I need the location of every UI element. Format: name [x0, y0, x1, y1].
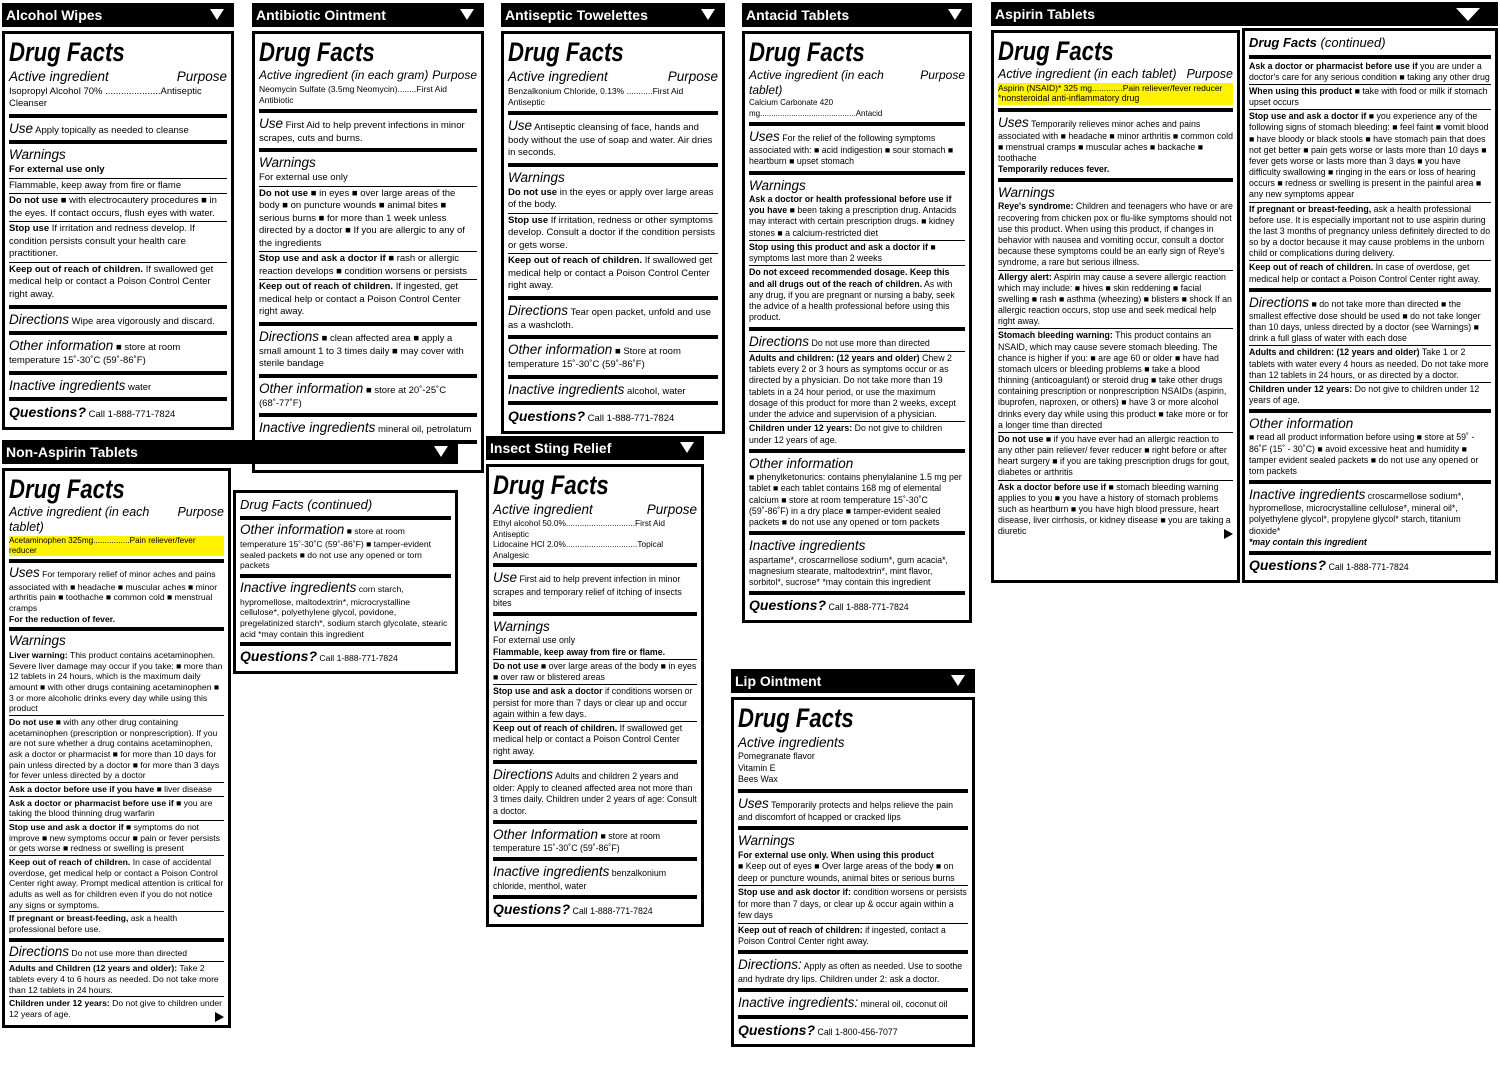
purpose-label: Purpose — [646, 501, 697, 517]
children-text: Do not give to children under 12 years of age. — [1249, 383, 1480, 406]
uses-label: Uses — [998, 114, 1029, 130]
phone-text: Call 1-888-771-7824 — [88, 409, 176, 421]
inactive-label: Inactive ingredients — [749, 538, 866, 554]
panel-title: Antiseptic Towelettes — [505, 7, 648, 23]
use-label: Use — [259, 115, 284, 131]
external-use: For external use only — [259, 172, 348, 184]
inactive-text: benzalkonium chloride, menthol, water — [493, 868, 667, 891]
questions-label: Questions? — [508, 408, 586, 425]
active-line: Neomycin Sulfate (3.5mg Neomycin)........First Aid Antibiotic — [259, 83, 448, 105]
use-label: Use — [493, 570, 518, 586]
bleeding-label: Stomach bleeding warning: — [998, 330, 1113, 341]
stop-text: ■ symptoms last more than 2 weeks — [749, 241, 936, 264]
stop-text: if conditions worsen or persist for more than 7 days or clear up and occur again within a few days. — [493, 686, 693, 719]
directions-text: Adults and children 2 years and older: Apply to cleaned affected area not more than 3 times daily. Children under 2 years of age: Consult a doctor. — [493, 770, 697, 816]
drug-facts-title: Drug Facts — [508, 37, 624, 67]
drug-facts-title: Drug Facts — [493, 470, 609, 500]
uses-fever: For the reduction of fever. — [9, 613, 116, 624]
keep-out-text: If swallowed get medical help or contact a Poison Control Center right away. — [9, 263, 214, 300]
keep-out-label: Keep out of reach of children. — [9, 856, 131, 867]
inactive-text: aspartame*, croscarmellose sodium*, gum acacia*, magnesium stearate, maltodextrin*, mint flavor, sorbitol*, sucrose* *may contain this ingredient — [749, 554, 948, 588]
active-label: Active ingredients — [738, 734, 845, 750]
active-label: Active ingredient (in each gram) — [259, 67, 429, 82]
dropdown-arrow-icon[interactable] — [210, 9, 224, 20]
do-not-use-label: Do not use — [508, 186, 558, 198]
other-info-text: ■ store at 20˚-25˚C (68˚-77˚F) — [259, 384, 447, 409]
drug-facts-title: Drug Facts — [738, 703, 854, 733]
directions-text: ■ clean affected area ■ apply a small amount 1 to 3 times daily ■ may cover with sterile bandage — [259, 332, 464, 370]
directions-text: Apply as often as needed. Use to soothe and hydrate dry lips. Children under 2: ask a doctor. — [738, 961, 963, 984]
do-not-use-label: Do not use — [9, 717, 54, 728]
other-info-label: Other information — [240, 522, 345, 538]
do-not-use-text: ■ if you have ever had an allergic reaction to any other pain reliever/ fever reducer ■ right before or after heart surgery ■ if you are taking prescription drugs for gout, diabetes or arthritis — [998, 433, 1230, 478]
antiseptic-header[interactable] — [501, 3, 725, 27]
alcohol-wipes-header[interactable] — [2, 3, 234, 27]
do-not-use-label: Do not use — [998, 433, 1044, 444]
aspirin-header[interactable] — [991, 2, 1498, 26]
panel-title: Antacid Tablets — [746, 7, 850, 23]
nsaid-note: *nonsteroidal anti-inflammatory drug — [998, 93, 1233, 104]
keep-out-text: In case of overdose, get medical help or contact a Poison Control Center right away. — [1249, 262, 1481, 284]
directions-label: Directions — [1249, 294, 1310, 310]
phone-text: Call 1-888-771-7824 — [572, 905, 653, 916]
adults-text: Take 1 or 2 tablets with water every 4 hours as needed. Do not take more than 12 tablets in 24 hours, or as directed by a doctor. — [1249, 347, 1489, 380]
pregnant-label: If pregnant or breast-feeding, — [9, 913, 129, 924]
flammable-text: Flammable, keep away from fire or flame. — [493, 646, 666, 657]
ask-text: ■ stomach bleeding warning applies to you ■ you have a history of stomach problems such as heartburn ■ you have high blood pressure, heart disease, liver cirrhosis, or kidney disease ■ you are taking a diuretic — [998, 481, 1231, 537]
inactive-label: Inactive ingredients — [240, 579, 357, 595]
other-info-text: ■ Store at room temperature 15˚-30˚C (59˚-86˚F) — [508, 346, 681, 371]
lip-ointment-panel — [731, 669, 975, 1047]
do-not-use-text: ■ with any other drug containing acetaminophen (prescription or nonprescription). If you are not sure whether a drug contains acetaminophen, ask a doctor or pharmacist ■ for more than 10 days for pain unless directed by a doctor ■ for more than 3 days for fever unless directed by a doctor — [9, 717, 220, 781]
active-line-1: Ethyl alcohol 50.0%..............................First Aid Antiseptic — [493, 517, 665, 539]
aspirin-panel — [991, 2, 1498, 583]
keep-out-text: If ingested, get medical help or contact a Poison Control Center right away. — [259, 281, 461, 318]
dropdown-arrow-icon[interactable] — [434, 446, 448, 457]
do-not-use-label: Do not use — [493, 660, 539, 671]
warnings-label: Warnings — [998, 185, 1055, 201]
directions-label: Directions — [749, 333, 810, 349]
active-ingredient-2: Vitamin E — [738, 762, 776, 773]
stop-text: ■ you experience any of the following signs of stomach bleeding: ■ feel faint ■ vomit blood ■ have bloody or black stools ■ have stomach pain that does not get better ■ pain gets worse or lasts more than 10 days ■ fever gets worse or lasts more than 3 days ■ you have difficulty swallowing ■ ringing in the ears or loss of hearing occurs ■ redness or swelling is present in the painful area ■ any new symptoms appear — [1249, 111, 1489, 200]
dropdown-arrow-icon[interactable] — [701, 9, 715, 20]
do-not-use-text: ■ with electrocautery procedures ■ in the eyes. If contact occurs, flush eyes with water. — [9, 195, 217, 219]
adults-text: Chew 2 tablets every 2 or 3 hours as symptoms occur or as directed by a physician. Do not take more than 19 tablets in a 24 hour period, or use the maximum dosage of this product for more than 2 weeks, except under the advice and supervision of a physician. — [749, 352, 956, 420]
uses-text: Temporarily protects and helps relieve the pain and discomfort of hcapped or cracked lips — [738, 799, 953, 823]
children-text: Do not give to children under 12 years of age. — [749, 423, 943, 445]
inactive-label: Inactive ingredients — [259, 420, 376, 436]
use-label: Use — [9, 120, 34, 136]
external-use: For external use only — [493, 635, 576, 646]
drug-facts-continued-title — [1249, 35, 1386, 50]
ask-pharm-label: Ask a doctor or pharmacist before use if — [9, 797, 174, 808]
ask-text: ■ liver disease — [156, 784, 212, 794]
drug-facts-title: Drug Facts — [998, 36, 1114, 66]
drug-facts-card — [501, 31, 725, 434]
adults-label: Adults and children: (12 years and older) — [1249, 347, 1420, 358]
other-info-label: Other information — [508, 342, 613, 358]
inactive-text: mineral oil, petrolatum — [377, 424, 472, 436]
inactive-label: Inactive ingredients: — [738, 995, 859, 1011]
antibiotic-header[interactable] — [252, 3, 484, 27]
warnings-label: Warnings — [9, 633, 66, 649]
active-label: Active ingredient — [508, 68, 608, 84]
allergy-label: Allergy alert: — [998, 271, 1052, 282]
active-line: Aspirin (NSAID)* 325 mg.............Pain reliever/fever reducer — [998, 83, 1233, 94]
purpose-label: Purpose — [920, 67, 965, 82]
warnings-label: Warnings — [493, 619, 550, 635]
when-label: When using this product — [1249, 85, 1353, 96]
keep-out-label: Keep out of reach of children: — [738, 924, 863, 935]
pregnant-text: ask a health professional before use. — [9, 913, 178, 934]
use-label: Use — [508, 117, 533, 133]
external-use: For external use only — [9, 164, 105, 176]
ask-label: Ask a doctor before use if you have — [9, 784, 155, 794]
uses-fever: Temporarily reduces fever. — [998, 164, 1110, 175]
stop-label: Stop use and ask a doctor — [493, 686, 603, 697]
phone-text: Call 1-888-771-7824 — [587, 413, 675, 425]
pregnant-text: ask a health professional before use. It is especially important not to use aspirin during the last 3 months of pregnancy unless definitely directed to do so by a doctor because it may cause problems in the unborn child or complications during delivery. — [1249, 203, 1491, 259]
drug-facts-card — [742, 31, 972, 623]
warnings-label: Warnings — [9, 147, 66, 163]
insect-sting-header[interactable] — [486, 436, 704, 460]
panel-title: Insect Sting Relief — [490, 440, 612, 456]
alcohol-wipes-panel — [2, 3, 234, 430]
ask-text: ■ been taking a prescription drug. Antacids may interact with certain prescription drugs. ■ kidney stones ■ a calcium-restricted diet — [749, 205, 957, 238]
directions-label: Directions — [9, 943, 70, 959]
use-text: First Aid to help prevent infections in minor scrapes, cuts and burns. — [259, 119, 465, 144]
do-not-use-label: Do not use — [9, 195, 59, 207]
ask-pharm-text: you are under a doctor's care for any serious condition ■ taking any other drug — [1249, 60, 1490, 82]
keep-out-text: In case of accidental overdose, get medical help or contact a Poison Control Center right away. Prompt medical attention is critical for adults as well as for children even if you do not notice any signs or symptoms. — [9, 856, 224, 910]
inactive-text: water — [127, 381, 152, 393]
continue-arrow-icon[interactable] — [215, 1012, 224, 1022]
lip-ointment-header[interactable] — [731, 669, 975, 693]
drug-facts-card — [2, 468, 231, 1028]
drug-facts-card — [2, 31, 234, 430]
directions-label: Directions — [259, 328, 320, 344]
other-info-text: ■ store at room temperature 15˚-30˚C (59˚-86˚F) ■ tamper-evident sealed packets ■ do not use any opened or torn packets — [240, 526, 431, 571]
active-ingredient-1: Pomegranate flavor — [738, 751, 815, 762]
do-not-use-label: Do not use — [259, 187, 309, 199]
liver-label: Liver warning: — [9, 650, 68, 661]
phone-text: Call 1-888-771-7824 — [319, 653, 398, 664]
bleeding-text: This product contains an NSAID, which may cause severe stomach bleeding. The chance is higher if you: ■ are age 60 or older ■ have had stomach ulcers or bleeding problems ■ take a blood thinning (anticoagulant) or steroid drug ■ take other drugs containing prescription or nonprescription NSAIDs (aspirin, ibuprofen, naproxen, or others) ■ have 3 or more alcohol drinks every day while using this product ■ take more or for a longer time than directed — [998, 330, 1229, 430]
directions-label: Directions — [508, 302, 569, 318]
questions-label: Questions? — [749, 597, 827, 614]
warnings-label: Warnings — [738, 833, 795, 849]
stop-use-text: If irritation, redness or other symptoms develop. Consult a doctor if the condition persists or gets worse. — [508, 214, 716, 251]
dropdown-arrow-icon[interactable] — [948, 9, 962, 20]
warnings-label: Warnings — [749, 177, 806, 193]
pregnant-label: If pregnant or breast-feeding, — [1249, 203, 1372, 214]
keep-out-label: Keep out of reach of children. — [1249, 262, 1374, 273]
stop-text: ■ rash or allergic reaction develops ■ condition worsens or persists — [259, 253, 467, 277]
purpose-label: Purpose — [177, 504, 224, 519]
antacid-header[interactable] — [742, 3, 972, 27]
uses-label: Uses — [9, 565, 40, 581]
use-text: First aid to help prevent infection in minor scrapes and temporary relief of itching of insects bites — [493, 574, 682, 608]
warnings-label: Warnings — [259, 155, 316, 171]
uses-text: For the relief of the following symptoms associated with: ■ acid indigestion ■ sour stomach ■ heartburn ■ upset stomach — [749, 132, 954, 167]
questions-label: Questions? — [493, 900, 571, 917]
active-label: Active ingredient (in each tablet) — [998, 66, 1177, 81]
inactive-text: alcohol, water — [626, 385, 686, 397]
stop-label: Stop use and ask doctor if: — [738, 887, 851, 898]
stop-label: Stop use and ask a doctor if — [1249, 111, 1367, 122]
inactive-note: *may contain this ingredient — [1249, 536, 1367, 547]
use-text: Antiseptic cleansing of face, hands and body without the use of soap and water. Air dries in seconds. — [508, 121, 713, 159]
other-info-label: Other information — [259, 380, 364, 396]
keep-out-label: Keep out of reach of children. — [259, 281, 394, 293]
purpose-label: Purpose — [176, 68, 227, 84]
dropdown-arrow-icon[interactable] — [680, 442, 694, 453]
exceed-text: As with any drug, if you are pregnant or nursing a baby, seek the advice of a health professional before using this product. — [749, 278, 955, 323]
keep-out-label: Keep out of reach of children. — [9, 263, 144, 275]
antiseptic-panel — [501, 3, 725, 434]
stop-label: Stop use and ask a doctor if — [259, 253, 386, 265]
dropdown-arrow-icon[interactable] — [460, 9, 474, 20]
questions-label: Questions? — [240, 648, 318, 665]
phone-text: Call 1-888-771-7824 — [828, 602, 909, 613]
active-ingredient-3: Bees Wax — [738, 774, 778, 785]
questions-label: Questions? — [9, 404, 87, 421]
antibiotic-panel — [252, 3, 484, 473]
drug-facts-title: Drug Facts — [749, 37, 865, 67]
children-label: Children under 12 years: — [749, 423, 853, 434]
phone-text: Call 1-800-456-7077 — [817, 1026, 898, 1037]
external-use: For external use only. When using this product — [738, 850, 934, 861]
directions-label: Directions — [493, 766, 554, 782]
uses-text: For temporary relief of minor aches and pains associated with ■ headache ■ muscular aches ■ minor arthritis pain ■ toothache ■ common cold ■ menstrual cramps — [9, 569, 218, 614]
exceed-label: Do not exceed recommended dosage. Keep this and all drugs out of the reach of children. — [749, 267, 950, 289]
other-info-label: Other information — [1249, 416, 1354, 432]
inactive-text: mineral oil, coconut oil — [860, 999, 948, 1010]
adults-text: Take 2 tablets every 4 to 6 hours as needed. Do not take more than 12 tablets in 24 hours. — [9, 963, 219, 995]
dropdown-arrow-icon[interactable] — [1456, 8, 1480, 21]
external-text: ■ Keep out of eyes ■ Over large areas of the body ■ on deep or puncture wounds, animal bites or serious burns — [738, 861, 955, 883]
panel-title: Antibiotic Ointment — [256, 7, 386, 23]
drug-facts-continued-card — [233, 490, 458, 674]
panel-title: Non-Aspirin Tablets — [6, 444, 138, 460]
panel-title: Aspirin Tablets — [995, 6, 1096, 22]
active-label: Active ingredient — [9, 68, 109, 84]
other-info-label: Other Information — [493, 826, 599, 842]
use-text: Apply topically as needed to cleanse — [35, 124, 189, 136]
inactive-text: corn starch, hypromellose, maltodextrin*, microcrystalline cellulose*, polyethylene glycol, povidone, pregelatinized starch*, sodium starch glycolate, stearic acid *may contain this ingredient — [240, 583, 448, 639]
stop-use-label: Stop use — [9, 223, 50, 235]
drug-facts-card — [991, 30, 1240, 583]
stop-label: Stop using this product and ask a doctor if — [749, 241, 928, 252]
uses-text: Temporarily relieves minor aches and pains associated with ■ headache ■ minor arthritis ■ common cold ■ menstrual cramps ■ muscular aches ■ backache ■ toothache — [998, 118, 1233, 163]
continue-arrow-icon[interactable] — [1224, 529, 1233, 539]
continued-suffix: (continued) — [307, 497, 373, 512]
uses-label: Uses — [749, 128, 780, 144]
inactive-label: Inactive ingredients — [9, 377, 126, 393]
drug-facts-continued-text: Drug Facts — [240, 497, 304, 512]
purpose-label: Purpose — [432, 67, 477, 82]
children-label: Children under 12 years: — [1249, 383, 1353, 394]
stop-label: Stop use and ask a doctor if — [9, 821, 124, 832]
stop-use-label: Stop use — [508, 214, 549, 226]
phone-text: Call 1-888-771-7824 — [1328, 561, 1409, 572]
uses-label: Uses — [738, 795, 769, 811]
active-line: Acetaminophen 325mg................Pain reliever/fever reducer — [9, 536, 224, 556]
reyes-label: Reye's syndrome: — [998, 201, 1074, 212]
stop-use-text: If irritation and redness develop. If condition persists consult your health care practitioner. — [9, 223, 195, 260]
questions-label: Questions? — [1249, 556, 1327, 573]
when-text: ■ take with food or milk if stomach upset occurs — [1249, 85, 1488, 108]
ask-label: Ask a doctor before use if — [998, 481, 1107, 492]
active-line: Benzalkonium Chloride, 0.13% ...........First Aid Antiseptic — [508, 85, 684, 107]
keep-out-text: If swallowed get medical help or contact a Poison Control Center right away. — [508, 255, 713, 292]
purpose-label: Purpose — [667, 68, 718, 84]
drug-facts-title: Drug Facts — [9, 474, 125, 504]
other-info-text: ■ read all product information before using ■ store at 59˚ - 86˚F (15˚ - 30˚C) ■ avoid excessive heat and humidity ■ tamper evident sealed packets ■ do not use any opened or torn packets — [1249, 432, 1479, 476]
drug-facts-title: Drug Facts — [9, 37, 125, 67]
purpose-label: Purpose — [1186, 66, 1233, 81]
questions-label: Questions? — [738, 1021, 816, 1038]
non-aspirin-header[interactable] — [2, 440, 458, 464]
adults-label: Adults and Children (12 years and older): — [9, 963, 178, 974]
other-info-text: ■ store at room temperature 15˚-30˚C (59˚-86˚F) — [9, 342, 181, 367]
drug-facts-continued-text: Drug Facts — [1249, 35, 1317, 50]
active-label: Active ingredient (in each tablet) — [9, 504, 150, 535]
active-line-2: Lidocaine HCl 2.0%...............................Topical Analgesic — [493, 539, 664, 560]
non-aspirin-panel — [2, 440, 458, 1028]
do-not-use-text: ■ over large areas of the body ■ in eyes ■ over raw or blistered areas — [493, 660, 697, 683]
keep-out-label: Keep out of reach of children. — [493, 723, 618, 734]
active-line: Isopropyl Alcohol 70% .....................Antiseptic Cleanser — [9, 85, 202, 110]
adults-label: Adults and children: (12 years and older) — [749, 352, 920, 363]
panel-title: Alcohol Wipes — [6, 7, 103, 23]
liver-text: This product contains acetaminophen. Severe liver damage may occur if you take: ■ more than 12 tablets in 24 hours, which is the maximum daily amount ■ with other drugs containing acetaminophen ■ 3 or more alcoholic drinks every day while using this product — [9, 650, 223, 714]
ask-label: Ask a doctor or health professional before use if you have — [749, 193, 952, 216]
stop-text: condition worsens or persists for more than 7 days, or clear up & occur again within a few days — [738, 887, 967, 921]
children-text: Do not give to children under 12 years of age. — [9, 998, 223, 1019]
drug-facts-title: Drug Facts — [259, 37, 375, 67]
ask-pharm-label: Ask a doctor or pharmacist before use if — [1249, 60, 1418, 71]
directions-text: Wipe area vigorously and discard. — [71, 315, 215, 327]
drug-facts-continued-title — [240, 497, 372, 512]
directions-label: Directions — [9, 311, 70, 327]
active-label: Active ingredient — [493, 501, 593, 517]
other-info-label: Other information — [749, 455, 854, 471]
other-info-text: ■ phenylketonurics: contains phenylalanine 1.5 mg per tablet ■ each tablet contains 168 mg of elemental calcium ■ store at room temperature 15˚-30˚C (59˚-86˚F) in a dry place ■ tamper-evident sealed packets ■ do not use any opened or torn packets — [749, 472, 962, 528]
inactive-label: Inactive ingredients — [1249, 487, 1366, 503]
directions-note: Do not use more than directed — [811, 337, 930, 348]
warnings-label: Warnings — [508, 169, 565, 185]
directions-text: Tear open packet, unfold and use as a washcloth. — [508, 306, 711, 331]
flammable-text: Flammable, keep away from fire or flame — [9, 178, 227, 193]
drug-facts-card — [486, 464, 704, 927]
panel-title: Lip Ointment — [735, 673, 822, 689]
reyes-text: Children and teenagers who have or are recovering from chicken pox or flu-like symptoms should not use this product. When using this product, if changes in behavior with nausea and vomiting occur, consult a doctor because these symptoms could be an early sign of Reye's syndrome, a rare but serious illness. — [998, 201, 1233, 268]
directions-label: Directions: — [738, 957, 802, 973]
other-info-text: ■ store at room temperature 15˚-30˚C (59˚-86˚F) — [493, 830, 661, 854]
dropdown-arrow-icon[interactable] — [951, 675, 965, 686]
keep-out-text: If swallowed get medical help or contact a Poison Control Center right away. — [493, 723, 683, 756]
active-line: Calcium Carbonate 420 mg...........................................Antacid — [749, 98, 883, 118]
drug-facts-continued-card — [1242, 28, 1498, 583]
drug-facts-card — [731, 697, 975, 1047]
do-not-use-text: ■ in eyes ■ over large areas of the body ■ on puncture wounds ■ animal bites ■ serious burns ■ for more than 1 week unless directed by a doctor ■ If you are allergic to any of the ingredients — [259, 187, 465, 249]
children-label: Children under 12 years: — [9, 998, 110, 1009]
active-label: Active ingredient (in each tablet) — [749, 67, 884, 98]
insect-sting-panel — [486, 436, 704, 927]
drug-facts-card — [252, 31, 484, 473]
do-not-use-text: in the eyes or apply over large areas of the body. — [508, 186, 714, 211]
allergy-text: Aspirin may cause a severe allergic reaction which may include: ■ hives ■ skin reddening ■ facial swelling ■ rash ■ asthma (wheezing) ■ blisters ■ shock If an allergic reaction occurs, stop use and seek medical help right away. — [998, 271, 1232, 327]
inactive-text: croscarmellose sodium*, hypromellose, microcrystalline cellulose*, mineral oil*, polyethylene glycol*, propylene glycol* starch, titanium dioxide* — [1249, 491, 1464, 536]
ask-pharm-text: ■ you are taking the blood thinning drug warfarin — [9, 797, 213, 819]
inactive-label: Inactive ingredients — [508, 381, 625, 397]
keep-out-label: Keep out of reach of children. — [508, 255, 643, 267]
inactive-label: Inactive ingredients — [493, 864, 610, 880]
keep-out-text: if ingested, contact a Poison Control Center right away. — [738, 924, 946, 946]
directions-note: Do not use more than directed — [71, 947, 188, 958]
antacid-panel — [742, 3, 972, 623]
other-info-label: Other information — [9, 338, 114, 354]
continued-suffix: (continued) — [1320, 35, 1386, 50]
stop-text: ■ symptoms do not improve ■ new symptoms occur ■ pain or fever persists or gets worse ■ redness or swelling is present — [9, 821, 220, 854]
directions-text: ■ do not take more than directed ■ the smallest effective dose should be used ■ do not take longer than 10 days, unless directed by a doctor (see Warnings) ■ drink a full glass of water with each dose — [1249, 298, 1481, 344]
